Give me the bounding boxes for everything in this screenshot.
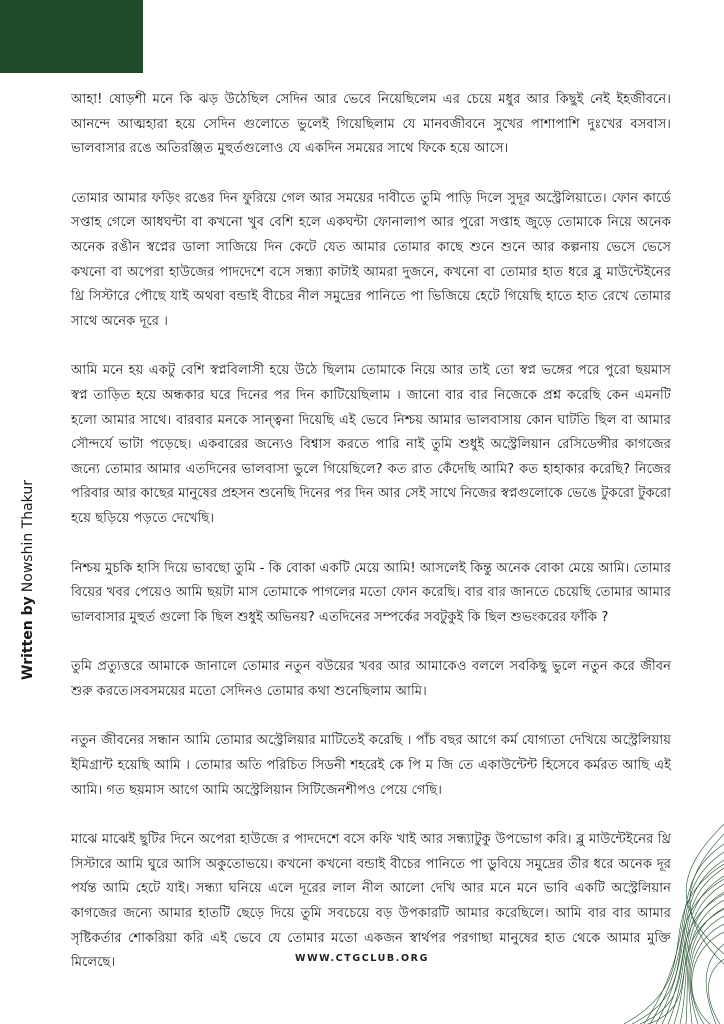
paragraph: আহা! ষোড়শী মনে কি ঝড় উঠেছিল সেদিন আর ভেবে নিয়েছিলেম এর চেয়ে মধুর আর কিছুই নেই ইহজীবনে। আনন্দে আত্মহারা হয়ে সেদিন গুলোতে ভুলেই গিয়েছিলাম যে মানবজীবনে সুখের পাশাপাশি দুঃখের বসবাস। ভালবাসার রঙে অতিরঞ্জিত মুহুর্তগুলোও যে একদিন সময়ের সাথে ফিকে হয়ে আসে।	[71, 92, 671, 157]
corner-accent-block	[0, 0, 143, 73]
paragraph: তোমার আমার ফড়িং রঙের দিন ফুরিয়ে গেল আর সময়ের দাবীতে তুমি পাড়ি দিলে সুদূর অস্ট্রেলিয়াতে। ফোন কার্ডে সপ্তাহ গেলে আধঘন্টা বা কখনো খুব বেশি হলে একঘন্টা ফোনালাপ আর পুরো সপ্তাহ জুড়ে তোমাকে নিয়ে অনেক অনেক রঙীন স্বপ্নের ডালা সাজিয়ে দিন কেটে যেত আমার তোমার কাছে শুনে শুনে আর কল্পনায় ভেসে ভেসে কখনো বা অপেরা হাউজের পাদদেশে বসে সন্ধ্যা কাটাই আমরা দুজনে, কখনো বা তোমার হাত ধরে ব্লু মাউন্টেইনের থ্রি সিস্টারে পৌছে যাই অথবা বন্ডাই বীচের নীল সমুদ্রের পানিতে পা ভিজিয়ে হেটে গিয়েছি হাতে হাত রেখে তোমার সাথে অনেক দূরে ।	[71, 190, 671, 329]
credit-author: Nowshin Thakur	[20, 480, 36, 593]
decorative-wave-lines	[604, 824, 724, 1024]
credit-prefix: Written by	[20, 596, 36, 680]
footer-website: WWW.CTGCLUB.ORG	[295, 953, 429, 964]
author-credit	[20, 470, 48, 680]
paragraph: তুমি প্রত্যুত্তরে আমাকে জানালে তোমার নতুন বউয়ের খবর আর আমাকেও বললে সবকিছু ভুলে নতুন করে জীবন শুরু করতে।সবসময়ের মতো সেদিনও তোমার কথা শুনেছিলাম আমি।	[71, 659, 671, 699]
paragraph: নতুন জীবনের সন্ধান আমি তোমার অস্ট্রেলিয়ার মাটিতেই করেছি । পাঁচ বছর আগে কর্ম যোগ্যতা দেখিয়ে অস্ট্রেলিয়ায় ইমিগ্রান্ট হয়েছি আমি । তোমার অতি পরিচিত সিডনী শহরেই কে পি ম জি তে একাউন্টেন্ট হিসেবে কর্মরত আছি এই আমি। গত ছয়মাস আগে আমি অস্ট্রেলিয়ান সিটিজেনশীপও পেয়ে গেছি।	[71, 733, 671, 798]
paragraph: আমি মনে হয় একটু বেশি স্বপ্নবিলাসী হয়ে উঠে ছিলাম তোমাকে নিয়ে আর তাই তো স্বপ্ন ভঙ্গের পরে পুরো ছয়মাস স্বপ্ন তাড়িত হয়ে অন্ধকার ঘরে দিনের পর দিন কাটিয়েছিলাম । জানো বার বার নিজেকে প্রশ্ন করেছি কেন এমনটি হলো আমার সাথে। বারবার মনকে সান্ত্বনা দিয়েছি এই ভেবে নিশ্চয় আমার ভালবাসায় কোন ঘাটতি ছিল বা আমার সৌন্দর্যে ভাটা পড়েছে। একবারের জন্যেও বিশ্বাস করতে পারি নাই তুমি শুধুই অস্ট্রেলিয়ান রেসিডেন্সীর কাগজের জন্যে তোমার আমার এতদিনের ভালবাসা ভুলে গিয়েছিলে? কত রাত কেঁদেছি আমি? কত হাহাকার করেছি? নিজের পরিবার আর কাছের মানুষের প্রহসন শুনেছি দিনের পর দিন আর সেই সাথে নিজের স্বপ্নগুলোকে ভেঙে টুকরো টুকরো হয়ে ছড়িয়ে পড়তে দেখেছি।	[71, 363, 671, 526]
article-body	[71, 88, 671, 1001]
paragraph: নিশ্চয় মুচকি হাসি দিয়ে ভাবছো তুমি - কি বোকা একটি মেয়ে আমি! আসলেই কিন্তু অনেক বোকা মেয়ে আমি। তোমার বিয়ের খবর পেয়েও আমি ছয়টা মাস তোমাকে পাগলের মতো ফোন করেছি। বার বার জানতে চেয়েছি তোমার আমার ভালবাসার মুহুর্ত গুলো কি ছিল শুধুই অভিনয়? এতদিনের সম্পর্কের সবটুকুই কি ছিল শুভংকরের ফাঁকি ?	[71, 560, 671, 625]
paragraph: মাঝে মাঝেই ছুটির দিনে অপেরা হাউজে র পাদদেশে বসে কফি খাই আর সন্ধ্যাটুকু উপভোগ করি। ব্লু মাউন্টেইনের থ্রি সিস্টারে আমি ঘুরে আসি অকুতোভয়ে। কখনো কখনো বন্ডাই বীচের পানিতে পা ডুবিয়ে সমুদ্রের তীর ধরে অনেক দূর পর্যন্ত আমি হেটে যাই। সন্ধ্যা ঘনিয়ে এলে দূরের লাল নীল আলো দেখি আর মনে মনে ভাবি একটি অস্ট্রেলিয়ান কাগজের জন্যে আমার হাতটি ছেড়ে দিয়ে তুমি সবচেয়ে বড় উপকারটি আমার করেছিলে। আমি বার বার আমার সৃষ্টিকর্তার শোকরিয়া করি এই ভেবে যে তোমার মতো একজন স্বার্থপর পরগাছা মানুষের হাত থেকে আমার মুক্তি মিলেছে।	[71, 832, 671, 971]
